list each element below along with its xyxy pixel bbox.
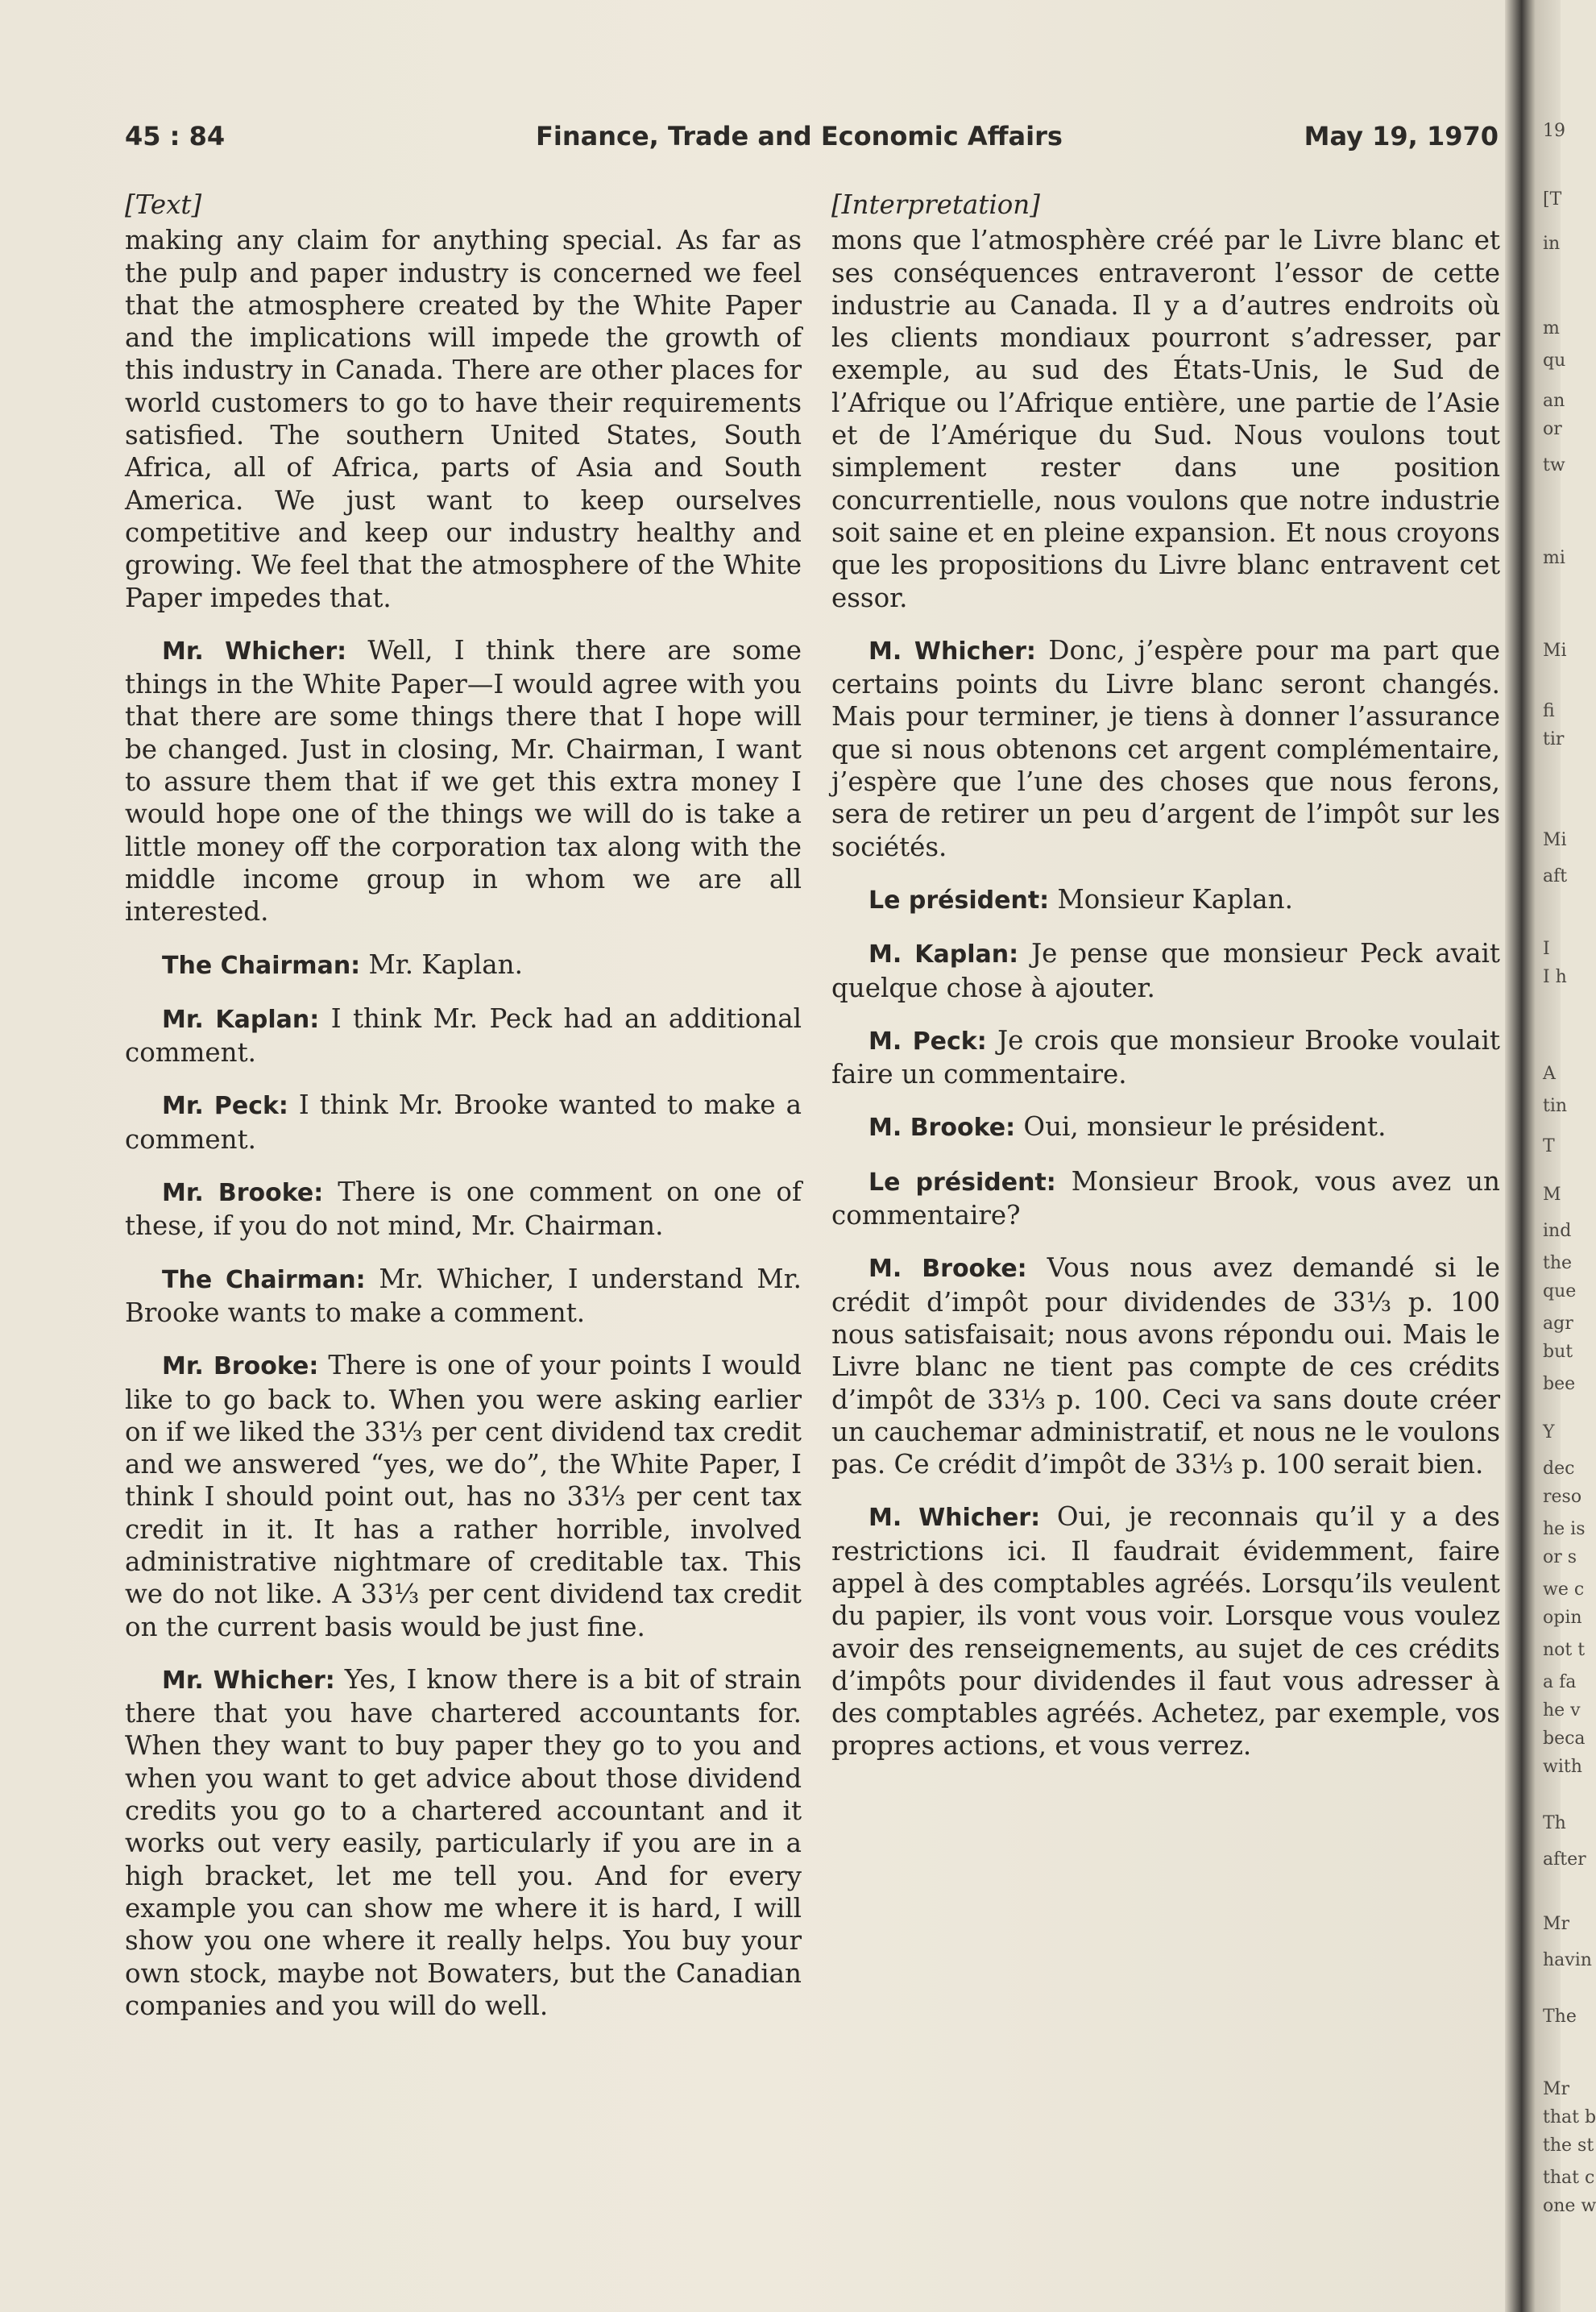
edge-fragment: fi [1543,701,1555,721]
edge-fragment: Mi [1543,830,1567,850]
edge-fragment: Y [1543,1422,1555,1442]
edge-fragment: but [1543,1342,1573,1362]
speaker-name: M. Whicher: [868,637,1036,666]
speech-text: mons que l’atmosphère créé par le Livre blanc et ses conséquences entraveront l’essor de cette industrie au Canada. Il y a d’autres endroits où les clients mondiaux pourront s’adresser, par exemple, au sud des États-Unis, le Sud de l’Afrique ou l’Afrique entière, une partie de l’Asie et de l’Amérique du Sud. Nous voulons tout simplement rester dans une position concurrentielle, nous voulons que notre industrie soit saine et en pleine expansion. Et nous croyons que les propositions du Livre blanc entravent cet essor. [831,225,1500,613]
edge-fragment: aft [1543,866,1568,886]
speaker-name: M. Whicher: [868,1504,1041,1533]
speech-text: Yes, I know there is a bit of strain there that you have chartered accountants for. When they want to buy paper they go to you and when you want to get advice about those dividend credits you go to a chartered accountant and it works out very easily, particularly if you are in a high bracket, let me tell you. And for every example you can show me where it is hard, I will show you one where it really helps. You buy your own stock, maybe not Bowaters, but the Canadian companies and you will do well. [125,1663,802,2021]
edge-fragment: or [1543,419,1562,439]
speaker-name: Mr. Brooke: [162,1352,319,1381]
speech-paragraph [125,1176,802,1243]
edge-fragment: ind [1543,1221,1572,1241]
edge-fragment: I h [1543,967,1567,987]
speech-paragraph [125,1089,802,1156]
edge-fragment: A [1543,1064,1556,1084]
running-header [125,121,1499,156]
speech-text: Well, I think there are some things in the White Paper—I would agree with you that there are some things there that I hope will be changed. Just in closing, Mr. Chairman, I want to assure them that if we get this extra money I would hope one of the things we will do is take a little money off the corporation tax along with the middle income group in whom we are all interested. [125,634,802,928]
english-column [125,189,802,2022]
edge-fragment: in [1543,234,1561,254]
speech-paragraph [125,634,802,928]
edge-fragment: Mi [1543,641,1567,661]
speech-paragraph [831,634,1500,863]
speech-paragraph [831,1024,1500,1091]
speaker-name: Le président: [868,1168,1056,1197]
french-column [831,189,1500,1762]
speaker-name: M. Peck: [868,1027,987,1056]
edge-fragment: one w [1543,2196,1596,2216]
speech-text: Monsieur Brook, vous avez un commentaire? [831,1165,1500,1231]
column-label: [Text] [125,189,202,220]
speaker-name: M. Brooke: [868,1114,1016,1143]
speaker-name: The Chairman: [162,951,361,980]
edge-fragment: Mr [1543,2079,1570,2099]
edge-fragment: not t [1543,1640,1586,1660]
speech-text: Donc, j’espère pour ma part que certains points du Livre blanc seront changés. Mais pour terminer, je tiens à donner l’assurance que si nous obtenons cet argent complémentaire, j’espère que l’une des choses que nous ferons, sera de retirer un peu d’argent de l’impôt sur les sociétés. [831,634,1500,862]
edge-fragment: that c [1543,2168,1595,2188]
edge-fragment: que [1543,1281,1577,1301]
speaker-name: Mr. Whicher: [162,637,347,666]
speech-paragraph [831,224,1500,614]
column-label: [Interpretation] [831,189,1040,220]
speaker-name: Mr. Peck: [162,1092,288,1121]
edge-fragment: havin [1543,1950,1592,1970]
speaker-name: M. Brooke: [868,1255,1027,1284]
edge-fragment: m [1543,318,1560,338]
edge-fragment: [T [1543,189,1562,210]
edge-fragment: tin [1543,1096,1568,1116]
speech-text: Je pense que monsieur Peck avait quelque chose à ajouter. [831,938,1500,1003]
speech-text: I think Mr. Peck had an additional comment. [125,1002,802,1069]
edge-fragment: opin [1543,1608,1582,1628]
speaker-name: M. Kaplan: [868,940,1019,969]
page-number: 45 : 84 [125,121,226,152]
edge-fragment: tw [1543,455,1565,475]
facing-page-fragments [1543,0,1596,2312]
publication-date: May 19, 1970 [1304,121,1499,152]
edge-fragment: mi [1543,548,1565,568]
edge-fragment: qu [1543,351,1566,371]
edge-fragment: dec [1543,1459,1575,1479]
edge-fragment: bee [1543,1374,1576,1394]
speech-paragraph [125,224,802,614]
speech-paragraph [831,1110,1500,1144]
publication-title: Finance, Trade and Economic Affairs [536,121,1063,152]
edge-fragment: the st [1543,2136,1594,2156]
speech-text: Oui, je reconnais qu’il y a des restrictions ici. Il faudrait évidemment, faire appel à des comptables agréés. Lorsqu’ils veulent du papier, ils vont vous voir. Lorsque vous voulez avoir des renseignements, au sujet de ces crédits d’impôts pour dividendes il faut vous adresser à des comptables agréés. Achetez, par exemple, vos propres actions, et vous verrez. [831,1501,1500,1762]
speech-text: Oui, monsieur le président. [1023,1111,1387,1143]
speaker-name: Le président: [868,886,1050,915]
speech-text: I think Mr. Brooke wanted to make a comment. [125,1090,802,1155]
edge-fragment: he v [1543,1700,1581,1721]
edge-fragment: Mr [1543,1914,1570,1934]
speech-text: Mr. Whicher, I understand Mr. Brooke wants to make a comment. [125,1263,802,1328]
edge-fragment: The [1543,2007,1577,2027]
edge-fragment: I [1543,939,1550,959]
speech-paragraph [831,1165,1500,1232]
edge-fragment: he is [1543,1519,1586,1539]
speech-text: Je crois que monsieur Brooke voulait faire un commentaire. [831,1024,1500,1090]
edge-fragment: 19 [1543,121,1565,141]
speaker-name: Mr. Kaplan: [162,1005,320,1034]
speech-text: making any claim for anything special. As far as the pulp and paper industry is concerned we feel that the atmosphere created by the White Paper and the implications will impede the growth of this industry in Canada. There are other places for world customers to go to have their requirements satisfied. The southern United States, South Africa, all of Africa, parts of Asia and South America. We just want to keep ourselves competitive and keep our industry healthy and growing. We feel that the atmosphere of the White Paper impedes that. [125,225,802,613]
edge-fragment: or s [1543,1547,1577,1567]
speech-text: There is one of your points I would like to go back to. When you were asking earlier on if we liked the 33⅓ per cent dividend tax credit and we answered “yes, we do”, the White Paper, I think I should point out, has no 33⅓ per cent tax credit in it. It has a rather horrible, involved administrative nightmare of creditable tax. This we do not like. A 33⅓ per cent dividend tax credit on the current basis would be just fine. [125,1350,802,1642]
speech-paragraph [125,1663,802,2022]
edge-fragment: Th [1543,1813,1566,1833]
speech-text: Monsieur Kaplan. [1057,883,1293,915]
edge-fragment: T [1543,1136,1555,1156]
edge-fragment: M [1543,1185,1561,1205]
edge-fragment: we c [1543,1579,1585,1600]
speech-paragraph [125,1349,802,1643]
edge-fragment: the [1543,1253,1573,1273]
edge-fragment: with [1543,1757,1582,1777]
speech-paragraph [831,937,1500,1004]
speech-text: Mr. Kaplan. [368,948,523,980]
edge-fragment: reso [1543,1487,1582,1507]
speech-paragraph [831,883,1500,917]
edge-fragment: an [1543,391,1565,411]
speaker-name: Mr. Whicher: [162,1666,335,1695]
speech-text: There is one comment on one of these, if you do not mind, Mr. Chairman. [125,1177,802,1242]
edge-fragment: agr [1543,1314,1573,1334]
edge-fragment: that b [1543,2107,1596,2127]
edge-fragment: a fa [1543,1672,1577,1692]
edge-fragment: beca [1543,1729,1586,1749]
speech-paragraph [125,1002,802,1069]
speaker-name: The Chairman: [162,1265,366,1294]
speaker-name: Mr. Brooke: [162,1179,324,1208]
edge-fragment: tir [1543,729,1565,749]
speech-text: Vous nous avez demandé si le crédit d’impôt pour dividendes de 33⅓ p. 100 nous satisfaisait; nous avons répondu oui. Mais le Livre blanc ne tient pas compte de ces crédits d’impôt de 33⅓ p. 100. Ceci va sans doute créer un cauchemar administratif, et nous ne le voulons pas. Ce crédit d’impôt de 33⅓ p. 100 serait bien. [831,1252,1500,1480]
edge-fragment: after [1543,1849,1586,1870]
speech-paragraph [125,948,802,982]
speech-paragraph [125,1263,802,1330]
speech-paragraph [831,1251,1500,1480]
speech-paragraph [831,1501,1500,1762]
